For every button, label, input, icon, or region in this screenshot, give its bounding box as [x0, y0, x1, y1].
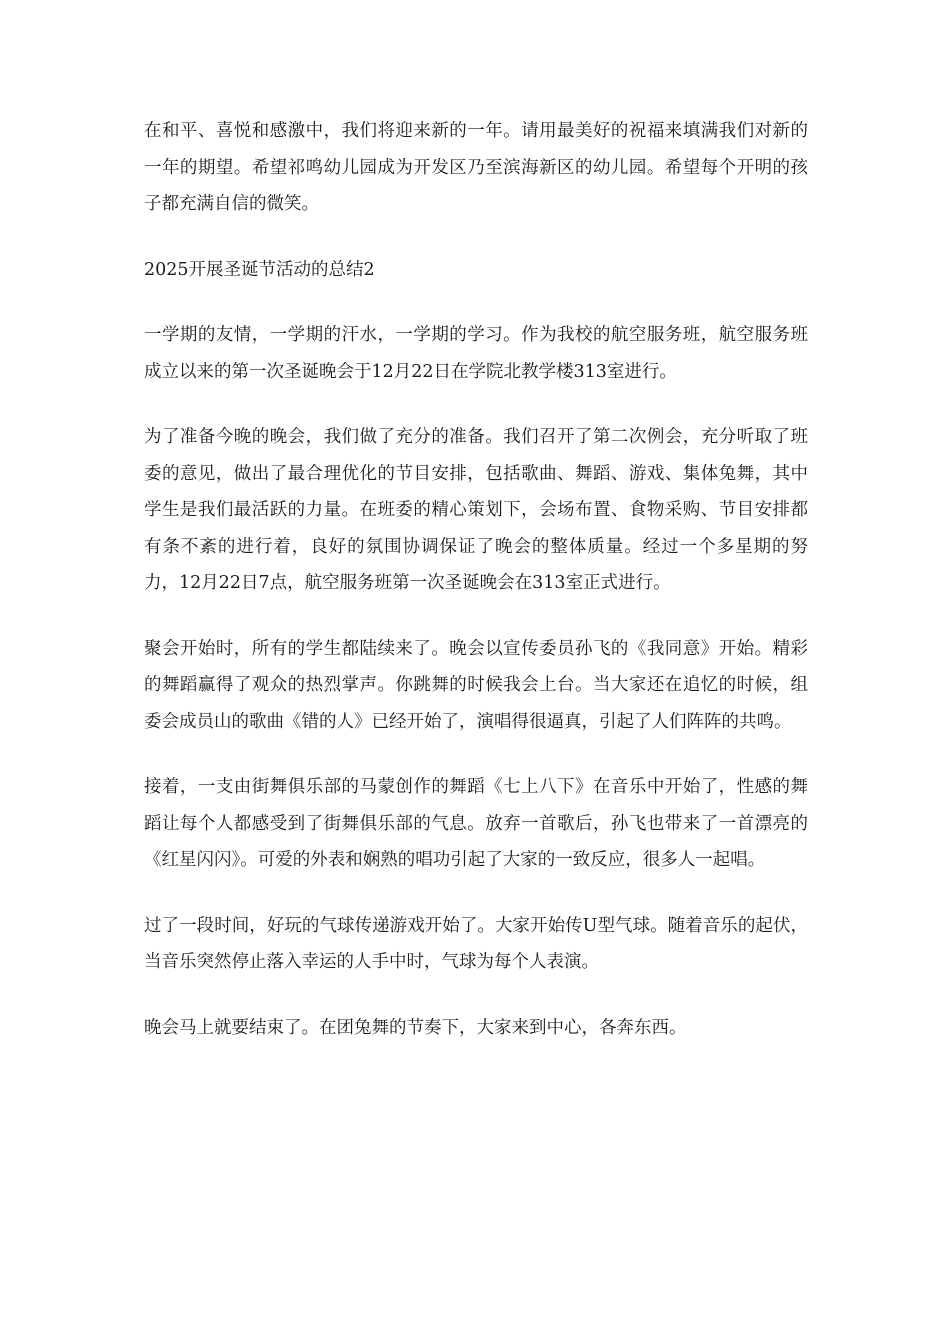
document-body	[144, 113, 808, 1075]
paragraph-ending: 晚会马上就要结束了。在团兔舞的节奏下，大家来到中心，各奔东西。	[144, 1017, 687, 1038]
section-heading: 2025开展圣诞节活动的总结2	[144, 259, 375, 280]
paragraph-intro: 一学期的友情，一学期的汗水，一学期的学习。作为我校的航空服务班，航空服务班成立以来的第一次圣诞晚会于12月22日在学院北教学楼313室进行。	[144, 325, 808, 382]
paragraph-preparation: 为了准备今晚的晚会，我们做了充分的准备。我们召开了第二次例会，充分听取了班委的意见，做出了最合理优化的节目安排，包括歌曲、舞蹈、游戏、集体兔舞，其中学生是我们最活跃的力量。在班委的精心策划下，会场布置、食物采购、节目安排都有条不紊的进行着，良好的氛围协调保证了晚会的整体质量。经过一个多星期的努力，12月22日7点，航空服务班第一次圣诞晚会在313室正式进行。	[144, 427, 808, 593]
paragraph-performances: 接着，一支由街舞俱乐部的马蒙创作的舞蹈《七上八下》在音乐中开始了，性感的舞蹈让每个人都感受到了街舞俱乐部的气息。放弃一首歌后，孙飞也带来了一首漂亮的《红星闪闪》。可爱的外表和娴熟的唱功引起了大家的一致反应，很多人一起唱。	[144, 777, 808, 870]
paragraph-opening: 聚会开始时，所有的学生都陆续来了。晚会以宣传委员孙飞的《我同意》开始。精彩的舞蹈赢得了观众的热烈掌声。你跳舞的时候我会上台。当大家还在追忆的时候，组委会成员山的歌曲《错的人》已经开始了，演唱得很逼真，引起了人们阵阵的共鸣。	[144, 638, 808, 732]
paragraph-balloon-game: 过了一段时间，好玩的气球传递游戏开始了。大家开始传U型气球。随着音乐的起伏，当音乐突然停止落入幸运的人手中时，气球为每个人表演。	[144, 915, 808, 972]
paragraph-new-year-wishes: 在和平、喜悦和感激中，我们将迎来新的一年。请用最美好的祝福来填满我们对新的一年的期望。希望祁鸣幼儿园成为开发区乃至滨海新区的幼儿园。希望每个开明的孩子都充满自信的微笑。	[144, 121, 808, 214]
